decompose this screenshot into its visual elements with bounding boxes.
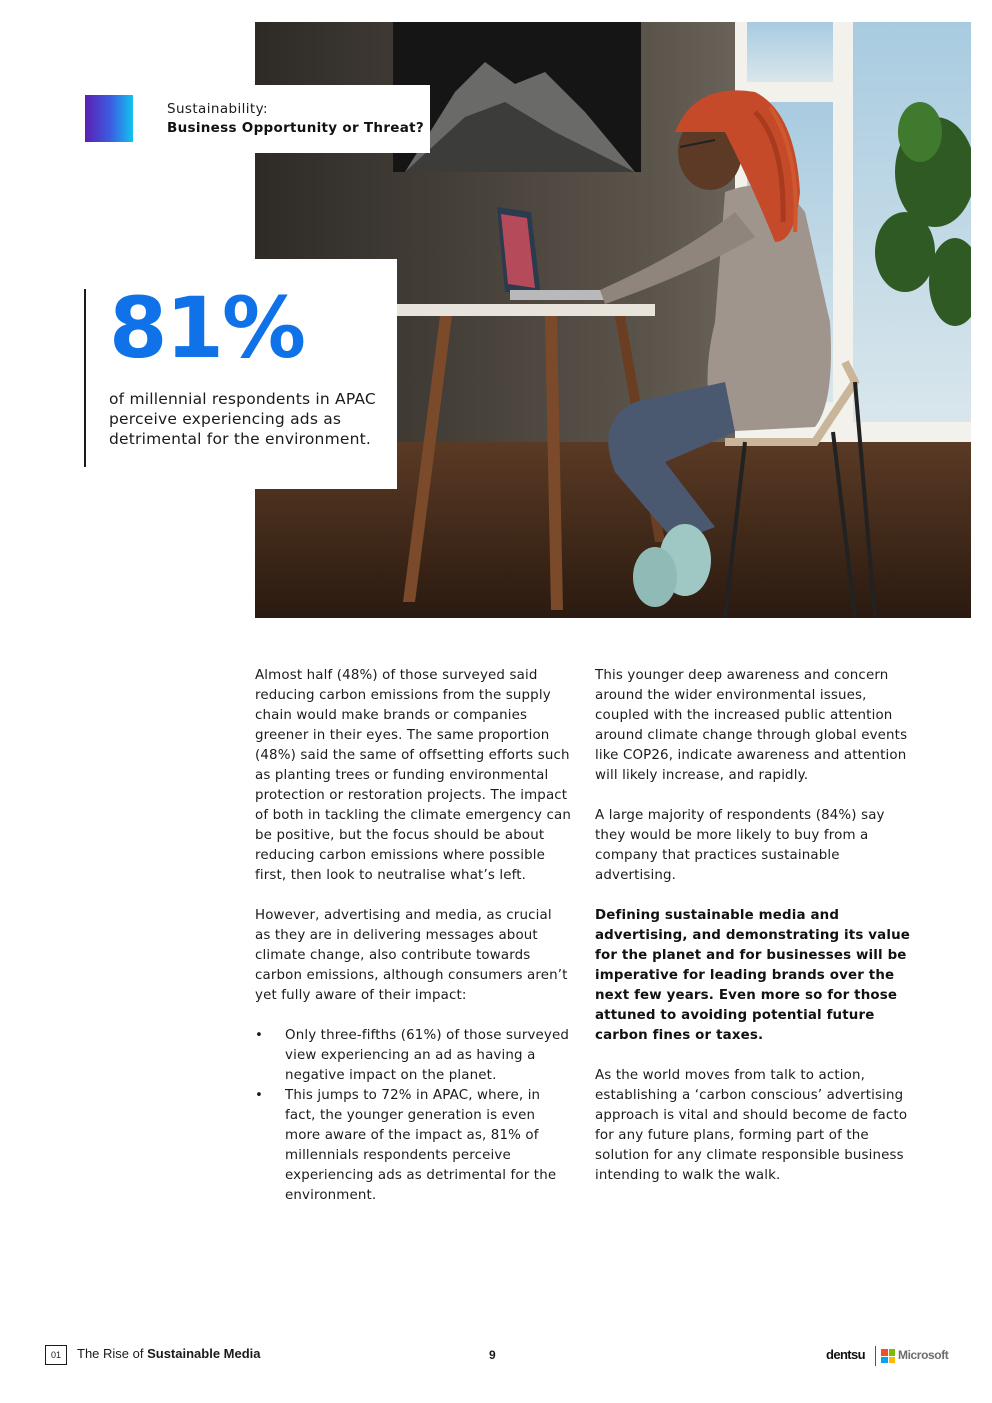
body-column-left — [255, 666, 571, 1226]
paragraph: As the world moves from talk to action, establishing a ‘carbon conscious’ advertising approach is vital and should become de facto for any future plans, forming part of the solution for any climate responsible business intending to walk the walk. — [595, 1068, 908, 1183]
list-item — [255, 1026, 571, 1086]
page-number: 9 — [489, 1348, 496, 1362]
stat-divider — [84, 289, 86, 467]
stat-caption: of millennial respondents in APAC perceive experiencing ads as detrimental for the environment. — [109, 390, 376, 448]
list-item-text: This jumps to 72% in APAC, where, in fact, the younger generation is even more aware of the impact as, 81% of millennials respondents perceive experiencing ads as detrimental for the environment. — [285, 1088, 557, 1203]
logo-divider — [875, 1346, 876, 1366]
paragraph: Almost half (48%) of those surveyed said reducing carbon emissions from the supply chain would make brands or companies greener in their eyes. The same proportion (48%) said the same of offsetting efforts such as planting trees or funding environmental protection or restoration projects. The impact of both in tackling the climate emergency can be positive, but the focus should be about reducing carbon emissions where possible first, then look to neutralise what’s left. — [255, 668, 571, 883]
section-label: Sustainability: — [167, 101, 268, 117]
highlight-paragraph: Defining sustainable media and advertising, and demonstrating its value for the planet and for businesses will be imperative for leading brands over the next few years. Even more so for those attuned to avoiding potential future carbon fines or taxes. — [595, 908, 910, 1043]
body-column-right — [595, 666, 911, 1206]
list-item-text: Only three-fifths (61%) of those surveyed view experiencing an ad as having a negative impact on the planet. — [285, 1028, 570, 1083]
microsoft-logo-text: Microsoft — [898, 1348, 949, 1362]
section-title: Business Opportunity or Threat? — [167, 120, 425, 136]
bullet-icon: • — [255, 1088, 264, 1103]
section-tag — [84, 85, 430, 153]
gradient-swatch-icon — [85, 95, 133, 142]
footer-title-bold: Sustainable Media — [147, 1346, 261, 1361]
paragraph: A large majority of respondents (84%) say they would be more likely to buy from a company that practices sustainable advertising. — [595, 808, 885, 883]
paragraph: This younger deep awareness and concern around the wider environmental issues, coupled with the increased public attention around climate change through global events like COP26, indicate awareness and attention will likely increase, and rapidly. — [595, 668, 908, 783]
footer-title-prefix: The Rise of — [77, 1346, 148, 1361]
list-item — [255, 1086, 571, 1206]
dentsu-logo: dentsu — [826, 1347, 866, 1362]
footer-title — [77, 1346, 261, 1361]
stat-value: 81% — [109, 279, 305, 377]
bullet-list — [255, 1026, 571, 1206]
microsoft-logo-icon — [881, 1349, 895, 1363]
paragraph: However, advertising and media, as crucial as they are in delivering messages about climate change, also contribute towards carbon emissions, although consumers aren’t yet fully aware of their impact: — [255, 908, 568, 1003]
chapter-badge: 01 — [45, 1345, 67, 1365]
bullet-icon: • — [255, 1028, 264, 1043]
